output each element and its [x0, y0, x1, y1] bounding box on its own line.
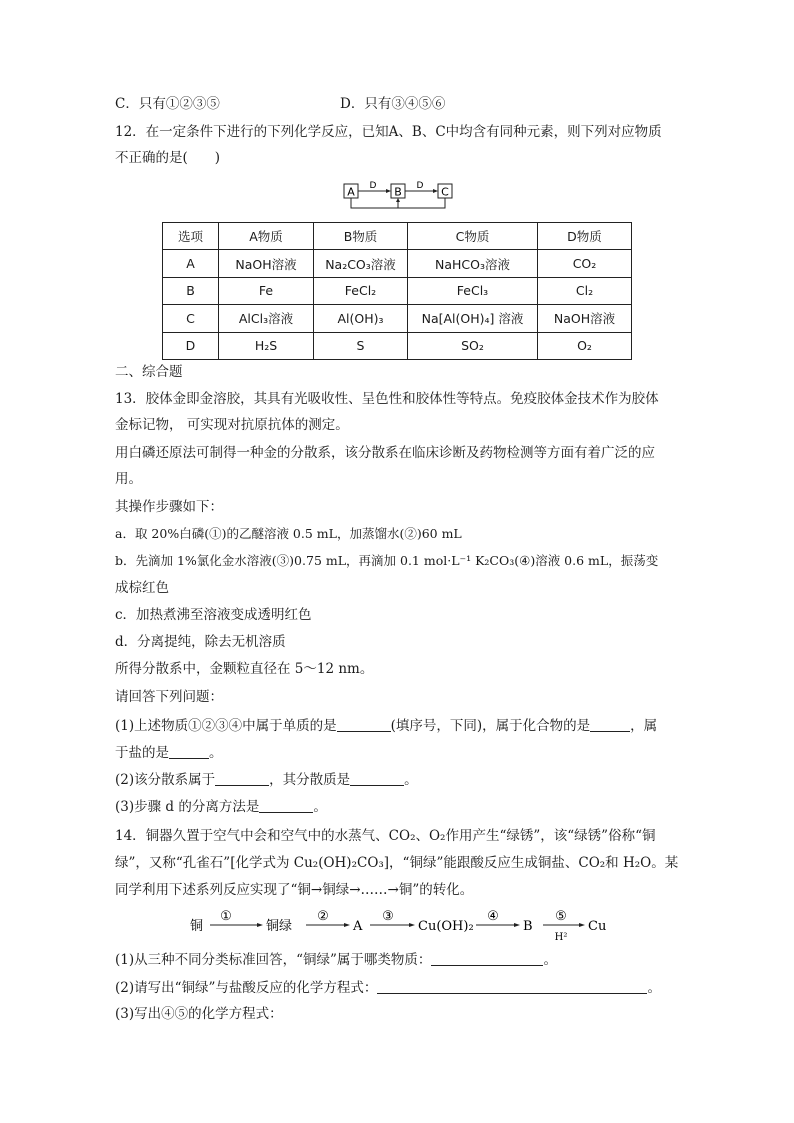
table-cell: Cl₂ — [538, 277, 632, 304]
q13-p2-line2: 用。 — [115, 471, 142, 487]
arrow-label-2: D — [416, 181, 424, 191]
table-row — [163, 305, 632, 332]
chain-node-copper: 铜 — [190, 919, 204, 934]
q13-sub1-text-b: (填序号，下同)，属于化合物的是 — [390, 718, 591, 734]
q13-p2-line1: 用白磷还原法可制得一种金的分散系，该分散系在临床诊断及药物检测等方面有着广泛的应 — [115, 445, 655, 461]
table-cell: FeCl₃ — [408, 277, 538, 304]
q13-sub3-text-b: 。 — [313, 799, 327, 815]
q13-result: 所得分散系中，金颗粒直径在 5～12 nm。 — [115, 661, 374, 677]
q13-sub2-text-b: ，其分散质是 — [269, 772, 351, 788]
table-cell: AlCl₃溶液 — [219, 305, 314, 332]
q12-options-table — [162, 222, 632, 360]
q14-line2: 绿”，又称“孔雀石”[化学式为 Cu₂(OH)₂CO₃]，“铜绿”能跟酸反应生成铜盐、CO₂和 H₂O。某 — [115, 855, 679, 871]
q14-line3: 同学利用下述系列反应实现了“铜→铜绿→……→铜”的转化。 — [115, 882, 474, 898]
table-cell: O₂ — [538, 332, 632, 359]
q13-blank-dispersed-phase[interactable] — [350, 771, 404, 786]
q13-step-d: d．分离提纯，除去无机溶质 — [115, 634, 286, 650]
arrow-label-1: D — [369, 181, 377, 191]
q14-sub3: (3)写出④⑤的化学方程式： — [115, 1006, 283, 1022]
chain-step-3: ③ — [382, 909, 394, 924]
q13-sub1-text-c: ，属 — [630, 718, 658, 734]
q12-reaction-diagram — [340, 178, 460, 214]
table-row — [163, 332, 632, 359]
chain-node-cuoh2: Cu(OH)₂ — [418, 919, 474, 934]
q13-blank-compounds[interactable] — [590, 717, 630, 732]
q11-option-c: C．只有①②③⑤ — [115, 96, 220, 112]
table-cell: Na[Al(OH)₄] 溶液 — [408, 305, 538, 332]
chain-node-a: A — [353, 919, 363, 934]
table-row — [163, 250, 632, 277]
q13-sub1-text-d: 于盐的是 — [115, 745, 169, 761]
q13-sub1-text-a: (1)上述物质①②③④中属于单质的是 — [115, 718, 337, 734]
table-cell: Na₂CO₃溶液 — [314, 250, 408, 277]
q14-sub2-text: (2)请写出“铜绿”与盐酸反应的化学方程式： — [115, 980, 378, 996]
table-cell: S — [314, 332, 408, 359]
q13-ask: 请回答下列问题： — [115, 689, 223, 705]
table-cell: NaOH溶液 — [538, 305, 632, 332]
table-row — [163, 277, 632, 304]
chain-step-1: ① — [220, 909, 232, 924]
table-cell: Al(OH)₃ — [314, 305, 408, 332]
table-header-cell: D物质 — [538, 223, 632, 250]
q13-step-b-line2: 成棕红色 — [115, 580, 169, 596]
node-b: B — [394, 185, 402, 199]
chain-step-5: ⑤ — [555, 909, 567, 924]
table-header-cell: A物质 — [219, 223, 314, 250]
table-cell: B — [163, 277, 219, 304]
q11-option-d: D．只有③④⑤⑥ — [340, 96, 446, 112]
q13-step-b-line1: b．先滴加 1%氯化金水溶液(③)0.75 mL，再滴加 0.1 mol·L⁻¹ K₂CO₃(④)溶液 0.6 mL，振荡变 — [115, 553, 659, 568]
table-cell: SO₂ — [408, 332, 538, 359]
q13-p1-line1: 13．胶体金即金溶胶，其具有光吸收性、呈色性和胶体性等特点。免疫胶体金技术作为胶体 — [115, 391, 659, 407]
q13-sub2-text-c: 。 — [404, 772, 418, 788]
q13-sub2 — [115, 770, 418, 790]
q13-sub2-text-a: (2)该分散系属于 — [115, 772, 216, 788]
q13-step-c: c．加热煮沸至溶液变成透明红色 — [115, 607, 312, 623]
chain-node-b: B — [523, 919, 533, 934]
q13-sub3 — [115, 797, 327, 817]
table-header-cell: 选项 — [163, 223, 219, 250]
q14-sub1-text: (1)从三种不同分类标准回答，“铜绿”属于哪类物质： — [115, 952, 432, 968]
q13-blank-elements[interactable] — [337, 717, 391, 732]
section-title: 二、综合题 — [115, 364, 183, 380]
chain-step-4: ④ — [487, 909, 499, 924]
q12-stem-line2: 不正确的是( ) — [115, 150, 221, 166]
table-cell: FeCl₂ — [314, 277, 408, 304]
table-header-cell: B物质 — [314, 223, 408, 250]
table-cell: A — [163, 250, 219, 277]
chain-step-2: ② — [317, 909, 329, 924]
q13-step-a: a．取 20%白磷(①)的乙醚溶液 0.5 mL，加蒸馏水(②)60 mL — [115, 526, 462, 541]
q13-blank-salts[interactable] — [169, 744, 209, 759]
q14-sub2-end: 。 — [647, 980, 661, 996]
q14-blank-equation[interactable] — [377, 979, 647, 994]
chain-node-verdigris: 铜绿 — [266, 919, 293, 934]
q13-sub1-line1 — [115, 716, 657, 736]
table-header-row — [163, 223, 632, 250]
table-cell: D — [163, 332, 219, 359]
table-cell: CO₂ — [538, 250, 632, 277]
q13-blank-separation[interactable] — [259, 798, 313, 813]
q12-stem-line1: 12．在一定条件下进行的下列化学反应，已知A、B、C中均含有同种元素，则下列对应物质 — [115, 124, 662, 140]
table-cell: Fe — [219, 277, 314, 304]
q14-sub2 — [115, 978, 661, 998]
table-cell: NaOH溶液 — [219, 250, 314, 277]
q13-p1-line2: 金标记物， 可实现对抗原抗体的测定。 — [115, 417, 349, 433]
q13-blank-system-type[interactable] — [215, 771, 269, 786]
q13-sub3-text-a: (3)步骤 d 的分离方法是 — [115, 799, 260, 815]
table-cell: NaHCO₃溶液 — [408, 250, 538, 277]
table-cell: C — [163, 305, 219, 332]
table-header-cell: C物质 — [408, 223, 538, 250]
node-c: C — [441, 185, 449, 199]
q14-sub1-end: 。 — [543, 952, 557, 968]
node-a: A — [347, 185, 355, 199]
q13-sub1-text-e: 。 — [209, 745, 223, 761]
chain-condition-5: H² — [554, 932, 568, 943]
table-cell: H₂S — [219, 332, 314, 359]
q13-steps-title: 其操作步骤如下： — [115, 499, 223, 515]
q14-blank-classification[interactable] — [431, 951, 543, 966]
q14-reaction-chain — [190, 905, 620, 943]
q14-line1: 14．铜器久置于空气中会和空气中的水蒸气、CO₂、O₂作用产生“绿锈”，该“绿锈”俗称“铜 — [115, 828, 656, 844]
chain-node-cu: Cu — [588, 919, 607, 934]
q13-sub1-line2 — [115, 743, 223, 763]
q14-sub1 — [115, 950, 557, 970]
